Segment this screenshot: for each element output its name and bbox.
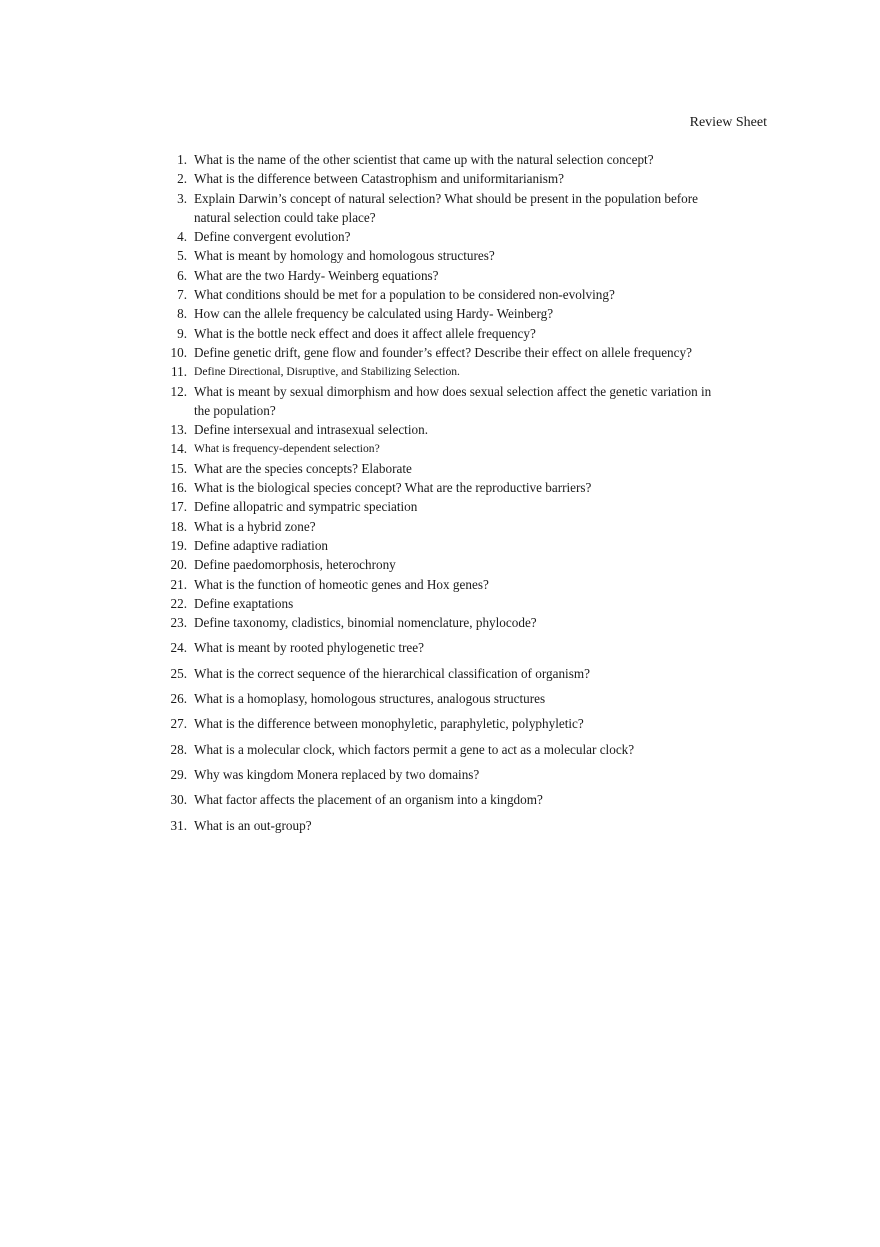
- question-text: What conditions should be met for a population to be considered non-evolving?: [194, 287, 615, 303]
- list-item: [162, 420, 722, 439]
- question-number: 9.: [177, 325, 187, 341]
- question-text: What is the bottle neck effect and does it affect allele frequency?: [194, 325, 536, 341]
- question-text: What is an out-group?: [194, 817, 312, 833]
- list-item: [162, 266, 722, 285]
- question-number: 16.: [170, 480, 187, 496]
- question-number: 5.: [177, 248, 187, 264]
- page-title: Review Sheet: [689, 115, 767, 130]
- question-number: 29.: [170, 766, 187, 782]
- question-text: Define genetic drift, gene flow and founder’s effect? Describe their effect on allele frequency?: [194, 344, 692, 360]
- question-text: What is meant by homology and homologous structures?: [194, 248, 495, 264]
- list-item: [162, 594, 722, 613]
- question-text: Define paedomorphosis, heterochrony: [194, 557, 396, 573]
- question-number: 26.: [170, 691, 187, 707]
- question-text: What is the difference between Catastrophism and uniformitarianism?: [194, 171, 564, 187]
- question-number: 22.: [170, 595, 187, 611]
- question-text: What is the function of homeotic genes and Hox genes?: [194, 576, 489, 592]
- question-list: [162, 150, 722, 835]
- question-number: 17.: [170, 499, 187, 515]
- question-text: Define allopatric and sympatric speciation: [194, 499, 418, 515]
- question-number: 10.: [170, 344, 187, 360]
- question-number: 4.: [177, 229, 187, 245]
- question-text: How can the allele frequency be calculated using Hardy- Weinberg?: [194, 306, 554, 322]
- question-number: 3.: [177, 190, 187, 206]
- question-text: Define Directional, Disruptive, and Stabilizing Selection.: [194, 365, 460, 379]
- list-item: [162, 575, 722, 594]
- question-number: 19.: [170, 537, 187, 553]
- question-text: Why was kingdom Monera replaced by two domains?: [194, 766, 480, 782]
- question-number: 27.: [170, 716, 187, 732]
- list-item: [162, 816, 722, 835]
- question-text: Define exaptations: [194, 595, 294, 611]
- question-number: 11.: [171, 364, 187, 380]
- list-item: [162, 638, 722, 657]
- question-text: What factor affects the placement of an organism into a kingdom?: [194, 792, 543, 808]
- list-item: [162, 439, 722, 458]
- list-item: [162, 497, 722, 516]
- list-item: [162, 459, 722, 478]
- question-text: What is a homoplasy, homologous structures, analogous structures: [194, 691, 546, 707]
- question-text: Define adaptive radiation: [194, 537, 329, 553]
- question-text: What are the two Hardy- Weinberg equations?: [194, 267, 439, 283]
- list-item: [162, 189, 722, 228]
- question-number: 1.: [177, 152, 187, 167]
- question-text: What is the name of the other scientist that came up with the natural selection concept?: [194, 152, 654, 167]
- question-text: What is meant by sexual dimorphism and how does sexual selection affect the genetic variation in the population?: [194, 383, 712, 418]
- question-text: Define taxonomy, cladistics, binomial nomenclature, phylocode?: [194, 615, 537, 631]
- list-item: [162, 169, 722, 188]
- question-text: What is a hybrid zone?: [194, 518, 316, 534]
- list-item: [162, 664, 722, 683]
- question-number: 13.: [170, 422, 187, 438]
- question-text: Define convergent evolution?: [194, 229, 351, 245]
- question-text: What is meant by rooted phylogenetic tree?: [194, 640, 424, 656]
- question-number: 8.: [177, 306, 187, 322]
- list-item: [162, 324, 722, 343]
- list-item: [162, 150, 722, 169]
- question-number: 6.: [177, 267, 187, 283]
- list-item: [162, 613, 722, 632]
- question-number: 31.: [170, 817, 187, 833]
- question-number: 14.: [170, 441, 187, 457]
- question-number: 24.: [170, 640, 187, 656]
- list-item: [162, 343, 722, 362]
- question-text: Explain Darwin’s concept of natural selection? What should be present in the population before natural selection could take place?: [194, 190, 699, 225]
- list-item: [162, 740, 722, 759]
- question-number: 23.: [170, 615, 187, 631]
- list-item: [162, 246, 722, 265]
- question-number: 25.: [170, 665, 187, 681]
- question-text: What is a molecular clock, which factors permit a gene to act as a molecular clock?: [194, 741, 635, 757]
- list-item: [162, 227, 722, 246]
- list-item: [162, 382, 722, 421]
- question-number: 7.: [177, 287, 187, 303]
- question-text: What is frequency-dependent selection?: [194, 442, 380, 456]
- list-item: [162, 478, 722, 497]
- list-item: [162, 517, 722, 536]
- list-item: [162, 790, 722, 809]
- list-item: [162, 304, 722, 323]
- question-text: What is the difference between monophyletic, paraphyletic, polyphyletic?: [194, 716, 584, 732]
- question-number: 21.: [170, 576, 187, 592]
- question-number: 2.: [177, 171, 187, 187]
- list-item: [162, 765, 722, 784]
- question-number: 28.: [170, 741, 187, 757]
- question-number: 18.: [170, 518, 187, 534]
- list-item: [162, 714, 722, 733]
- list-item: [162, 555, 722, 574]
- list-item: [162, 285, 722, 304]
- list-item: [162, 536, 722, 555]
- question-number: 12.: [170, 383, 187, 399]
- question-text: What are the species concepts? Elaborate: [194, 460, 412, 476]
- question-text: What is the biological species concept? What are the reproductive barriers?: [194, 480, 592, 496]
- question-text: Define intersexual and intrasexual selection.: [194, 422, 428, 438]
- question-number: 30.: [170, 792, 187, 808]
- question-number: 15.: [170, 460, 187, 476]
- list-item: [162, 362, 722, 381]
- question-number: 20.: [170, 557, 187, 573]
- question-text: What is the correct sequence of the hierarchical classification of organism?: [194, 665, 590, 681]
- list-item: [162, 689, 722, 708]
